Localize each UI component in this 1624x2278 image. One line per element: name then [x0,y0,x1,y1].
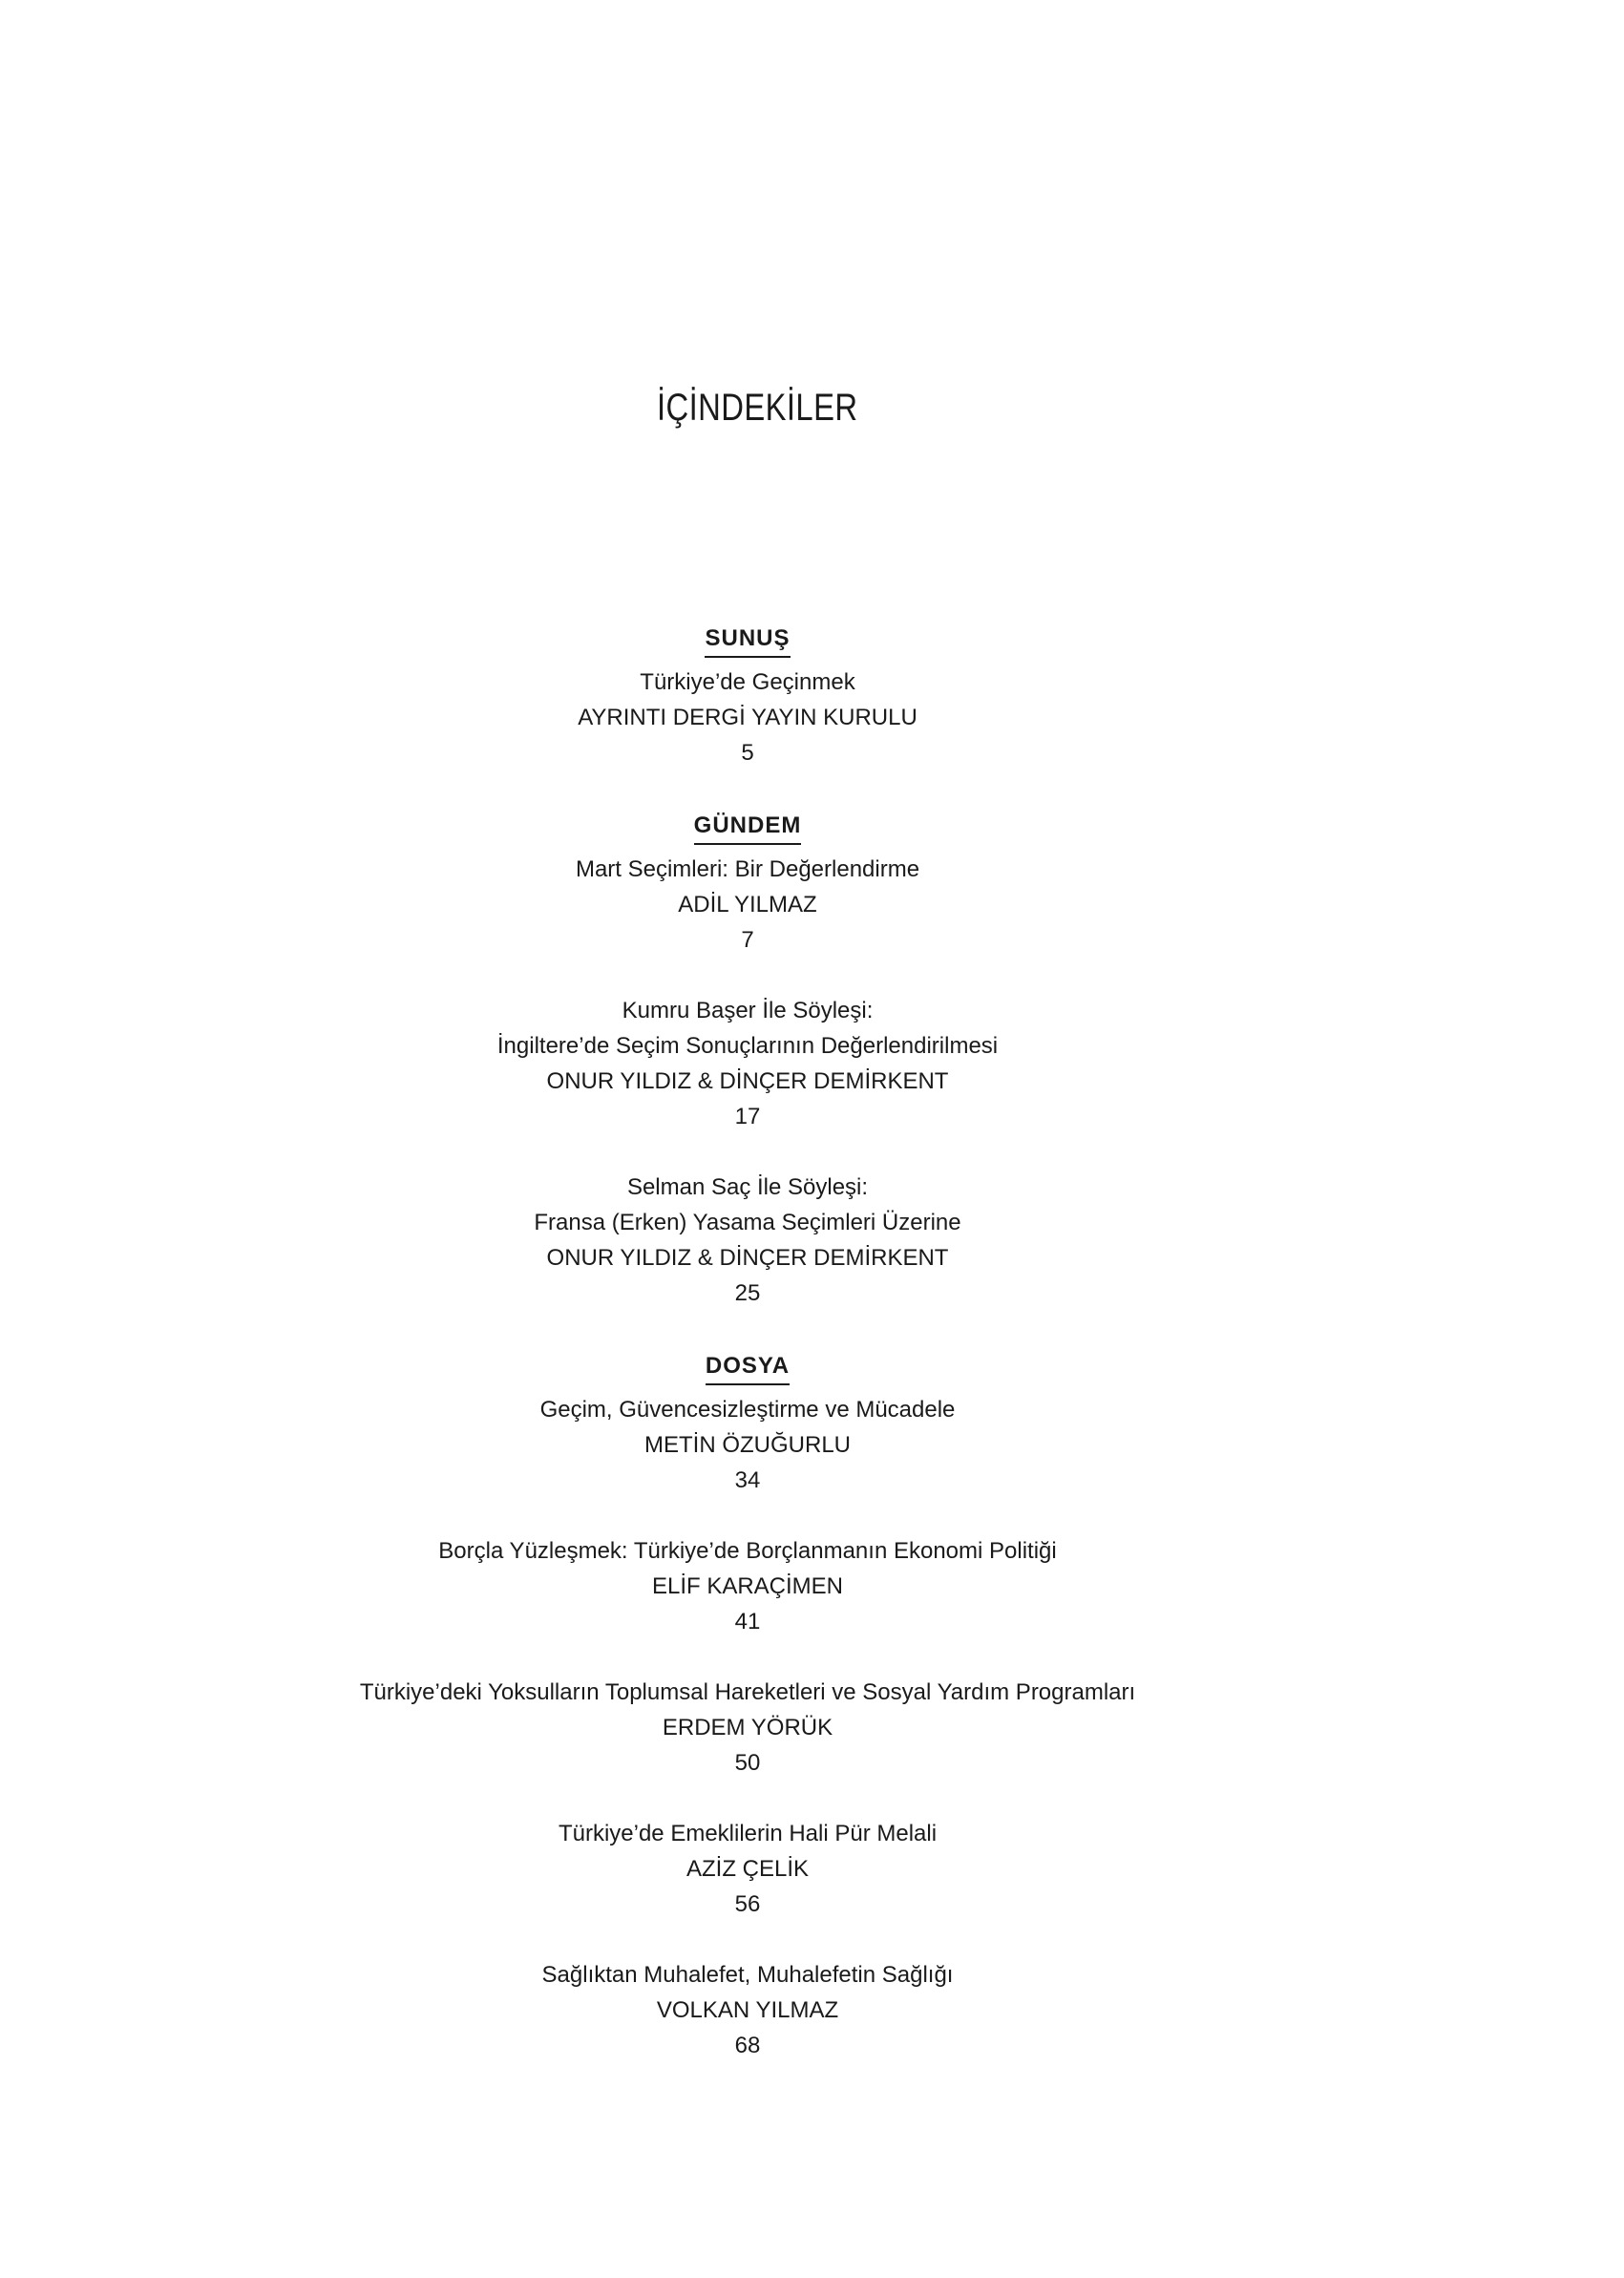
entry-author: ONUR YILDIZ & DİNÇER DEMİRKENT [546,1068,949,1094]
toc-entry[interactable] [0,1816,1495,1922]
entry-author: ADİL YILMAZ [678,892,817,918]
entry-author: VOLKAN YILMAZ [656,1997,839,2023]
entry-page-number: 25 [734,1280,761,1306]
entry-page-number: 41 [734,1609,761,1635]
entry-title-line: Fransa (Erken) Yasama Seçimleri Üzerine [534,1210,961,1235]
entry-title-line: İngiltere’de Seçim Sonuçlarının Değerlendirilmesi [496,1033,999,1059]
toc-entry[interactable] [0,664,1495,770]
entry-title-line: Türkiye’deki Yoksulların Toplumsal Hareketleri ve Sosyal Yardım Programları [359,1679,1136,1705]
entry-title-line: Kumru Başer İle Söyleşi: [622,998,874,1023]
section-heading: DOSYA [706,1353,790,1385]
entry-author: ONUR YILDIZ & DİNÇER DEMİRKENT [546,1245,949,1271]
section-heading: GÜNDEM [694,812,802,845]
entry-author: METİN ÖZUĞURLU [644,1432,851,1458]
toc-section [0,625,1495,770]
entry-author: ERDEM YÖRÜK [662,1715,833,1740]
toc-section [0,812,1495,1311]
toc-entry[interactable] [0,1170,1495,1311]
entry-author: ELİF KARAÇİMEN [651,1573,844,1599]
entry-page-number: 56 [734,1891,761,1917]
toc-entry[interactable] [0,1533,1495,1639]
entry-title-line: Geçim, Güvencesizleştirme ve Mücadele [539,1397,956,1423]
entry-title-line: Türkiye’de Geçinmek [640,669,855,695]
entry-page-number: 7 [741,927,754,953]
toc-entry[interactable] [0,993,1495,1134]
entry-title-line: Sağlıktan Muhalefet, Muhalefetin Sağlığı [541,1962,954,1988]
entry-page-number: 50 [734,1750,761,1776]
toc-entry[interactable] [0,1675,1495,1781]
toc-entry[interactable] [0,1392,1495,1498]
entry-page-number: 34 [734,1467,761,1493]
page-title: İÇİNDEKİLER [657,387,858,429]
entry-page-number: 5 [741,740,754,766]
toc-section [0,1353,1495,2063]
entry-author: AYRINTI DERGİ YAYIN KURULU [578,705,917,730]
entry-title-line: Türkiye’de Emeklilerin Hali Pür Melali [558,1821,938,1846]
entry-title-line: Borçla Yüzleşmek: Türkiye’de Borçlanmanın Ekonomi Politiği [438,1538,1057,1564]
entry-page-number: 17 [734,1104,761,1129]
section-heading: SUNUŞ [705,625,790,658]
table-of-contents [0,625,1495,2063]
toc-entry[interactable] [0,1957,1495,2063]
entry-title-line: Selman Saç İle Söyleşi: [626,1174,869,1200]
entry-title-line: Mart Seçimleri: Bir Değerlendirme [575,856,920,882]
entry-author: AZİZ ÇELİK [685,1856,810,1882]
entry-page-number: 68 [734,2033,761,2058]
toc-entry[interactable] [0,852,1495,958]
